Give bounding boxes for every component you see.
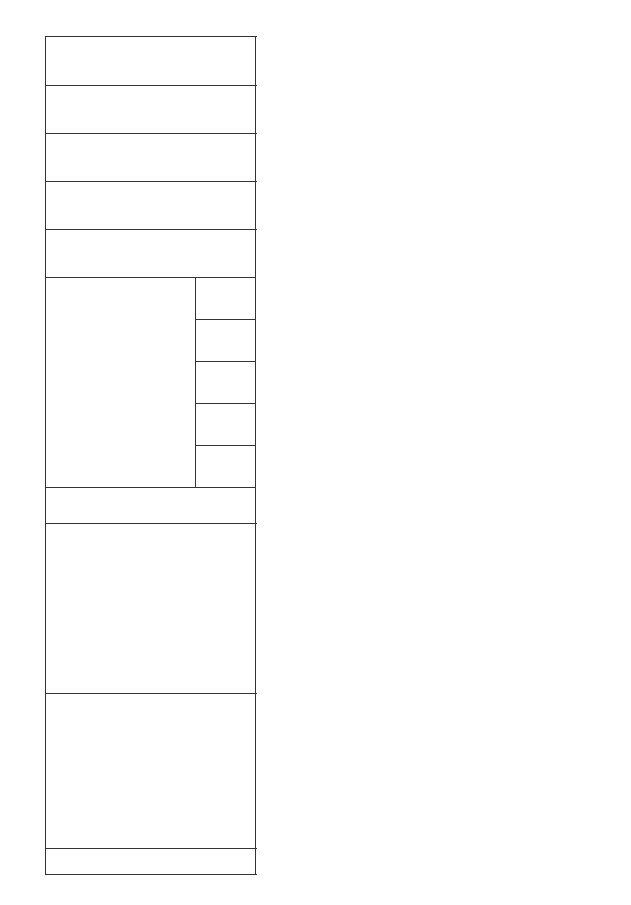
- header-address: [46, 524, 256, 694]
- header-sub: [196, 278, 256, 320]
- header-sub: [196, 404, 256, 446]
- header-basement: [46, 86, 256, 134]
- header-sub: [196, 320, 256, 362]
- header-roof: [46, 182, 256, 230]
- header-sub: [196, 362, 256, 404]
- header-municipality: [46, 694, 256, 849]
- header-num: [46, 849, 256, 875]
- header-sub: [196, 446, 256, 488]
- header-foundation: [46, 37, 256, 86]
- header-group-title: [46, 278, 196, 488]
- header-area: [46, 488, 256, 524]
- capital-repair-table: [45, 36, 256, 875]
- header-eng: [46, 230, 256, 278]
- header-facade: [46, 134, 256, 182]
- header-row-top: [46, 37, 196, 875]
